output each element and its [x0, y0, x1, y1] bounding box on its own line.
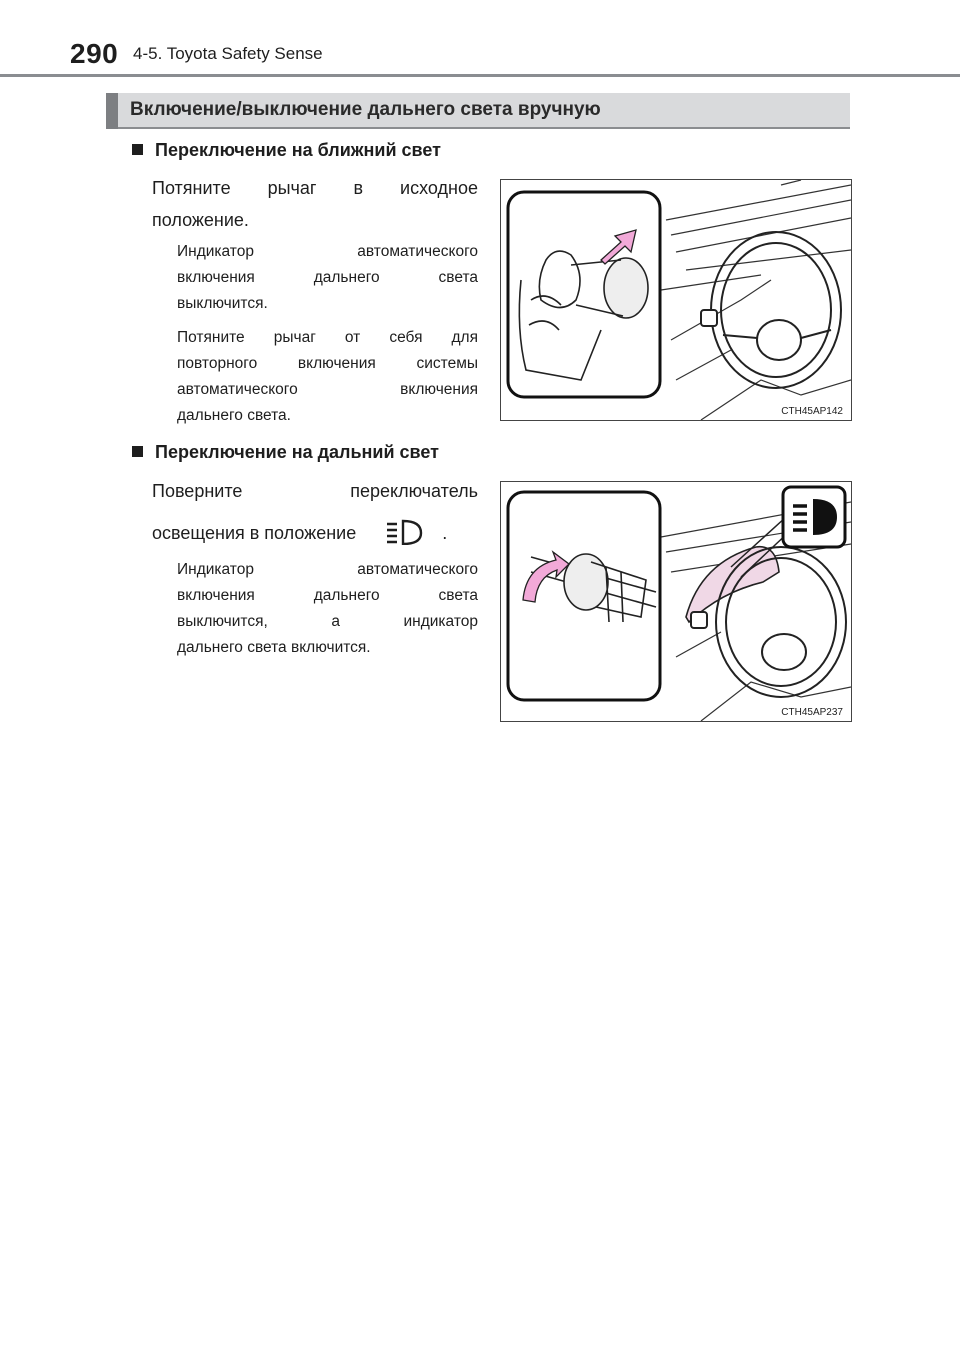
- high-beam-instruction: [152, 475, 478, 555]
- high-beam-note-line: дальнего света включится.: [177, 639, 371, 656]
- low-beam-note-2-line: Потяните рычаг от себя для: [177, 329, 478, 346]
- low-beam-note-1-line: выключится.: [177, 295, 268, 312]
- high-beam-heading: [132, 442, 439, 463]
- figure-id-label: CTH45AP142: [781, 406, 843, 417]
- low-beam-note-1-line: Индикатор автоматического: [177, 243, 478, 260]
- high-beam-instruction-line: Поверните переключатель: [152, 481, 478, 501]
- figure-id-label: CTH45AP237: [781, 707, 843, 718]
- low-beam-note-1-line: включения дальнего света: [177, 269, 478, 286]
- lever-pull-illustration-icon: [501, 180, 851, 420]
- high-beam-instruction-end: .: [442, 523, 448, 543]
- high-beam-icon: [385, 519, 423, 555]
- low-beam-note-2-line: дальнего света.: [177, 407, 291, 424]
- switch-rotate-illustration-icon: [501, 482, 851, 721]
- square-bullet-icon: [132, 144, 143, 155]
- high-beam-illustration: [500, 481, 852, 722]
- section-accent-bar: [106, 93, 118, 129]
- high-beam-note-line: включения дальнего света: [177, 587, 478, 604]
- low-beam-note-2: [177, 325, 478, 429]
- low-beam-heading: [132, 140, 441, 161]
- low-beam-instruction-line: положение.: [152, 210, 249, 230]
- high-beam-instruction-line-2: [152, 517, 478, 555]
- high-beam-instruction-text: освещения в положение: [152, 523, 357, 543]
- high-beam-note-line: Индикатор автоматического: [177, 561, 478, 578]
- low-beam-note-1: [177, 239, 478, 317]
- high-beam-note-line: выключится, а индикатор: [177, 613, 478, 630]
- section-title-band: [106, 93, 850, 129]
- low-beam-instruction: [152, 172, 478, 236]
- square-bullet-icon: [132, 446, 143, 457]
- page-number: 290: [70, 38, 119, 69]
- header-section-path: 4-5. Toyota Safety Sense: [133, 44, 323, 63]
- low-beam-instruction-line: Потяните рычаг в исходное: [152, 178, 478, 198]
- low-beam-heading-text: Переключение на ближний свет: [155, 140, 441, 160]
- low-beam-note-2-line: автоматического включения: [177, 381, 478, 398]
- section-title: Включение/выключение дальнего света вручную: [130, 99, 601, 120]
- high-beam-heading-text: Переключение на дальний свет: [155, 442, 439, 462]
- header-divider: [0, 74, 960, 77]
- low-beam-note-2-line: повторного включения системы: [177, 355, 478, 372]
- high-beam-note: [177, 557, 478, 661]
- low-beam-illustration: [500, 179, 852, 421]
